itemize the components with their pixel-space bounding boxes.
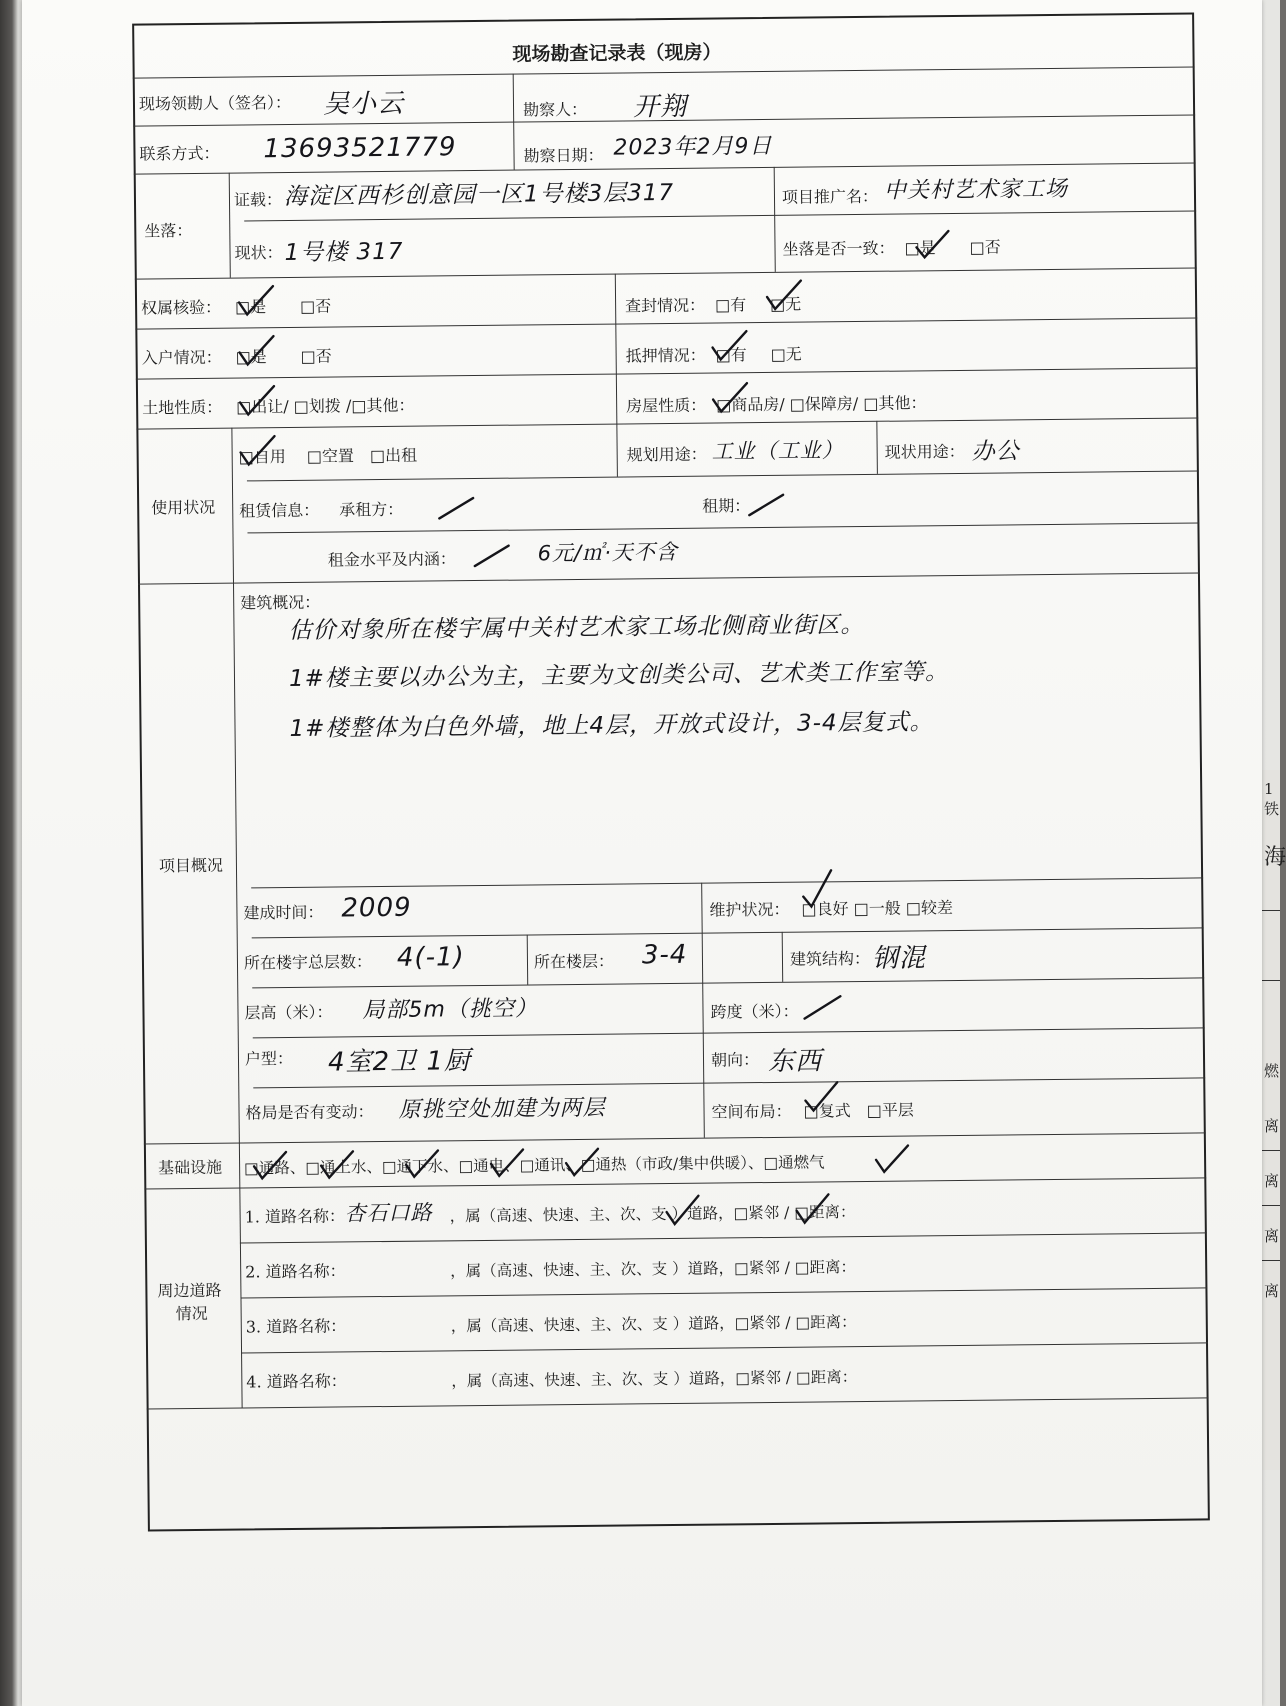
survey-form bbox=[132, 12, 1210, 1531]
height-label: 层高（米）： bbox=[244, 1002, 333, 1023]
mortgage-label: 抵押情况： bbox=[625, 345, 706, 366]
usage-options[interactable]: □自用 □空置 □出租 bbox=[238, 445, 418, 467]
road-4-details[interactable]: ，属（高速、快速、主、次、支 ）道路，□紧邻 / □距离： bbox=[451, 1368, 858, 1391]
entry-yes-checkbox[interactable]: □是 bbox=[235, 347, 267, 367]
overview-label: 项目概况 bbox=[158, 855, 224, 876]
tenant-label: 承租方： bbox=[339, 499, 404, 520]
project-value: 中关村艺术家工场 bbox=[883, 176, 1069, 204]
edge-text: 燃 bbox=[1264, 1062, 1280, 1080]
check-mark-icon bbox=[664, 1194, 704, 1230]
cert-label: 证载： bbox=[233, 190, 283, 210]
check-mark-icon bbox=[765, 279, 805, 315]
floor-value: 3-4 bbox=[641, 939, 688, 971]
date-label: 勘察日期： bbox=[523, 145, 604, 166]
floor-label: 所在楼层： bbox=[533, 951, 615, 972]
mortgage-yes-checkbox[interactable]: □有 bbox=[715, 345, 747, 365]
status-label: 现状： bbox=[234, 243, 283, 263]
orient-value: 东西 bbox=[767, 1046, 823, 1077]
plan-value: 工业（工业） bbox=[711, 438, 844, 464]
check-mark-icon bbox=[914, 227, 954, 263]
edge-text: 离 bbox=[1264, 1282, 1280, 1300]
check-mark-icon bbox=[237, 334, 277, 370]
road-1-name-value: 杏石口路 bbox=[344, 1200, 433, 1226]
maint-label: 维护状况： bbox=[709, 899, 790, 920]
check-mark-icon bbox=[237, 284, 277, 320]
ownership-no-checkbox[interactable]: □否 bbox=[300, 296, 332, 316]
check-mark-icon bbox=[319, 1147, 359, 1183]
road-4-name-label: 4. 道路名称： bbox=[246, 1371, 347, 1392]
road-3-name-label: 3. 道路名称： bbox=[245, 1316, 347, 1337]
infra-label: 基础设施 bbox=[158, 1157, 223, 1178]
check-mark-icon bbox=[711, 381, 751, 417]
rent-value: 6元/㎡·天不含 bbox=[537, 539, 678, 566]
space-options[interactable]: □复式 □平层 bbox=[803, 1100, 914, 1121]
edge-text: 离 bbox=[1264, 1227, 1280, 1245]
consistent-no-checkbox[interactable]: □否 bbox=[969, 237, 1001, 257]
type-value: 4室2卫 1厨 bbox=[327, 1046, 472, 1078]
mortgage-no-checkbox[interactable]: □无 bbox=[770, 344, 802, 364]
check-mark-icon bbox=[252, 1148, 292, 1184]
leader-label: 现场领勘人（签名）： bbox=[138, 92, 292, 114]
edge-text: 海 bbox=[1264, 845, 1286, 870]
paper-sheet bbox=[22, 0, 1262, 1706]
usage-label: 使用状况 bbox=[151, 497, 216, 518]
term-label: 租期： bbox=[702, 496, 751, 516]
house-label: 房屋性质： bbox=[626, 395, 707, 416]
struct-value: 钢混 bbox=[871, 943, 927, 974]
building-line-1: 估价对象所在楼宇属中关村艺术家工场北侧商业街区。 bbox=[288, 611, 865, 644]
land-label: 土地性质： bbox=[142, 397, 223, 418]
seal-yes-checkbox[interactable]: □有 bbox=[715, 295, 747, 315]
blank-slash-icon bbox=[437, 490, 477, 526]
height-value: 局部5m（挑空） bbox=[362, 996, 539, 1024]
leader-signature: 吴小云 bbox=[322, 88, 405, 120]
infra-options[interactable]: □通路、□通上水、□通下水、□通电、□通讯、□通热（市政/集中供暖）、□通燃气 bbox=[244, 1153, 825, 1178]
plan-label: 规划用途： bbox=[626, 444, 707, 465]
seal-no-checkbox[interactable]: □无 bbox=[770, 294, 802, 314]
orient-label: 朝向： bbox=[710, 1050, 760, 1070]
check-mark-icon bbox=[489, 1146, 529, 1182]
land-options[interactable]: □出让/ □划拨 /□其他： bbox=[236, 395, 415, 417]
check-mark-icon bbox=[801, 876, 841, 912]
roads-label-line2: 情况 bbox=[175, 1303, 208, 1324]
building-label: 建筑概况： bbox=[240, 592, 321, 613]
blank-slash-icon bbox=[473, 538, 513, 574]
lease-label: 租赁信息： bbox=[239, 500, 320, 521]
contact-label: 联系方式： bbox=[139, 143, 220, 164]
edge-text: 离 bbox=[1264, 1172, 1280, 1190]
entry-no-checkbox[interactable]: □否 bbox=[300, 346, 332, 366]
surveyor-label: 勘察人： bbox=[522, 99, 588, 120]
span-label: 跨度（米）： bbox=[710, 1001, 799, 1022]
actual-value: 办公 bbox=[971, 438, 1020, 465]
ownership-label: 权属核验： bbox=[141, 297, 222, 318]
road-1-details[interactable]: ，属（高速、快速、主、次、支 ）道路，□紧邻 / □距离： bbox=[449, 1203, 856, 1226]
cert-value: 海淀区西杉创意园一区1号楼3层317 bbox=[283, 179, 675, 211]
space-label: 空间布局： bbox=[711, 1101, 792, 1122]
seal-label: 查封情况： bbox=[625, 295, 706, 316]
road-1-name-label: 1. 道路名称： bbox=[244, 1206, 346, 1227]
check-mark-icon bbox=[564, 1145, 604, 1181]
layout-change-label: 格局是否有变动： bbox=[245, 1102, 374, 1123]
built-label: 建成时间： bbox=[243, 902, 324, 923]
maint-options[interactable]: □良好 □一般 □较差 bbox=[801, 898, 954, 919]
check-mark-icon bbox=[794, 1192, 834, 1228]
struct-label: 建筑结构： bbox=[789, 948, 871, 969]
check-mark-icon bbox=[803, 1080, 843, 1116]
floors-value: 4(-1) bbox=[396, 942, 465, 973]
entry-label: 入户情况： bbox=[141, 347, 222, 368]
road-2-details[interactable]: ，属（高速、快速、主、次、支 ）道路，□紧邻 / □距离： bbox=[450, 1258, 857, 1281]
check-mark-icon bbox=[710, 329, 750, 365]
check-mark-icon bbox=[238, 434, 278, 470]
building-line-2: 1#楼主要以办公为主，主要为文创类公司、艺术类工作室等。 bbox=[288, 659, 950, 692]
consistent-label: 坐落是否一致： bbox=[782, 238, 895, 259]
form-title: 现场勘查记录表（现房） bbox=[512, 41, 722, 66]
rent-label: 租金水平及内涵： bbox=[327, 549, 456, 570]
surveyor-signature: 开翔 bbox=[632, 91, 688, 123]
edge-text: 1铁 bbox=[1264, 780, 1280, 818]
check-mark-icon bbox=[874, 1141, 914, 1177]
check-mark-icon bbox=[404, 1146, 444, 1182]
status-value: 1号楼 317 bbox=[284, 238, 404, 267]
ownership-yes-checkbox[interactable]: □是 bbox=[235, 297, 267, 317]
blank-slash-icon bbox=[802, 988, 842, 1024]
road-2-name-label: 2. 道路名称： bbox=[245, 1261, 346, 1282]
house-options[interactable]: □商品房/ □保障房/ □其他： bbox=[716, 393, 927, 415]
date-value: 2023年2月9日 bbox=[613, 133, 773, 161]
roads-label-line1: 周边道路 bbox=[157, 1280, 222, 1301]
location-label: 坐落： bbox=[144, 220, 193, 241]
layout-change-value: 原挑空处加建为两层 bbox=[398, 1095, 606, 1123]
building-line-3: 1#楼整体为白色外墙，地上4层，开放式设计，3-4层复式。 bbox=[289, 709, 934, 742]
check-mark-icon bbox=[238, 384, 278, 420]
type-label: 户型： bbox=[244, 1048, 294, 1069]
consistent-yes-checkbox[interactable]: □是 bbox=[904, 238, 936, 258]
road-3-details[interactable]: ，属（高速、快速、主、次、支 ）道路，□紧邻 / □距离： bbox=[450, 1313, 857, 1336]
contact-value: 13693521779 bbox=[263, 132, 457, 165]
floors-label: 所在楼宇总层数： bbox=[243, 952, 373, 973]
blank-slash-icon bbox=[747, 487, 787, 523]
actual-label: 现状用途： bbox=[884, 441, 965, 462]
project-label: 项目推广名： bbox=[781, 186, 879, 207]
built-value: 2009 bbox=[341, 892, 412, 924]
edge-text: 离 bbox=[1264, 1117, 1280, 1135]
